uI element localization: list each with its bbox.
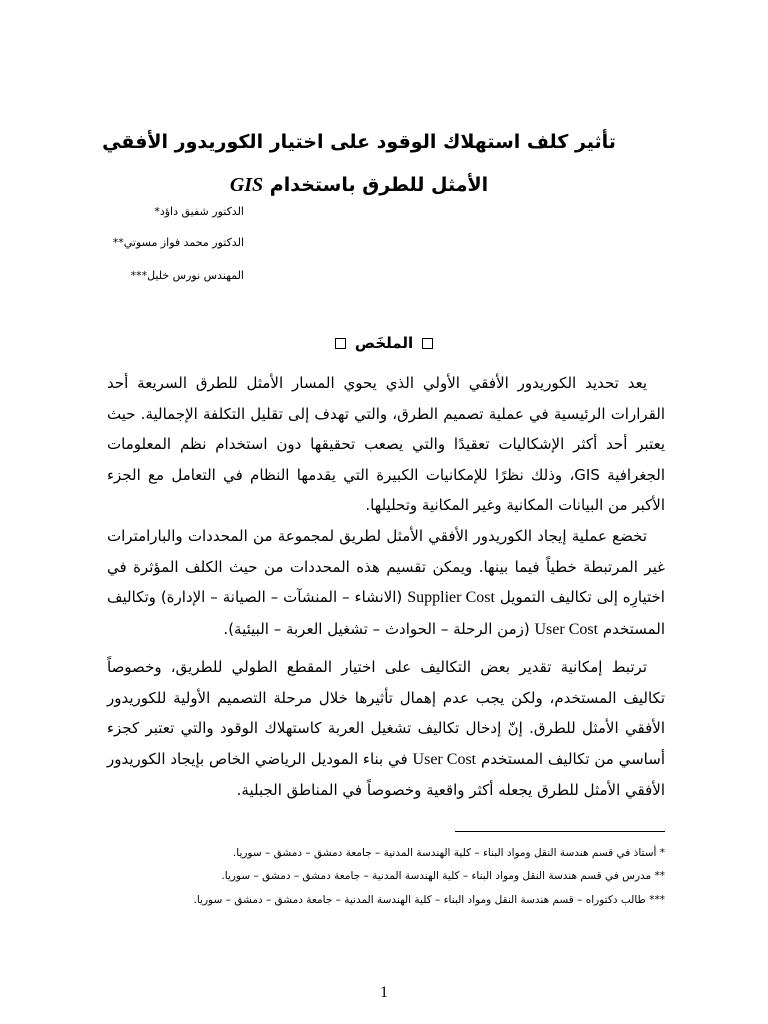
paper-title-line-1: تأثير كلف استهلاك الوقود على اختيار الكوريدور الأفقي: [102, 131, 616, 153]
paragraph-2-text-a: تخضع عملية إيجاد الكوريدور الأفقي الأمثل لطريق لمجموعة من المحددات والبارامترات غير المرتبطة خطياً فيما بينها. ويمكن تقسيم هذه المحددات من حيث الكلف المؤثرة في اختيارِه إلى تكاليف التمويل: [107, 527, 665, 606]
abstract-heading-label: الملخَص: [354, 334, 414, 352]
paragraph-2-text-b: (الانشاء – المنشآت – الصيانة – الإدارة) وتكاليف المستخدم: [107, 588, 665, 638]
author-3: المهندس نورس خليل***: [130, 269, 244, 282]
paragraph-3-text-b: في بناء الموديل الرياضي الخاص بإيجاد الكوريدور الأفقي الأمثل للطرق يجعله أكثر واقعية وخصوصاً في المناطق الجبلية.: [107, 749, 665, 799]
abstract-heading: [200, 332, 568, 354]
abstract-paragraph-2: [107, 521, 665, 645]
user-cost-term: User Cost: [412, 750, 477, 768]
footnote-3: *** طالب دكتوراه – قسم هندسة النقل ومواد البناء – كلية الهندسة المدنية – جامعة دمشق – دمشق – سوريا.: [193, 894, 665, 906]
author-2: الدكتور محمد فواز مسوتي**: [112, 236, 244, 249]
box-icon: [422, 338, 433, 349]
page-number: 1: [380, 984, 388, 1001]
title-line-2-arabic: الأمثل للطرق باستخدام: [269, 174, 489, 196]
paragraph-3-text-a: ترتبط إمكانية تقدير بعض التكاليف على اختيار المقطع الطولي للطريق، وخصوصاً تكاليف المستخدم، ولكن يجب عدم إهمال تأثيرها خلال مرحلة التصميم الأولية للكوريدور الأفقي الأمثل للطرق. إنّ إدخال تكاليف تشغيل العربة كاستهلاك الوقود والتي تعتبر كجزء أساسي من تكاليف المستخدم: [107, 658, 665, 768]
footnote-separator: [455, 831, 665, 832]
abstract-paragraph-3: [107, 652, 665, 806]
paragraph-2-text-c: (زمن الرحلة – الحوادث – تشغيل العربة – البيئية).: [223, 619, 530, 638]
supplier-cost-term: Supplier Cost: [407, 589, 495, 606]
footnote-1: * أستاذ في قسم هندسة النقل ومواد البناء – كلية الهندسة المدنية – جامعة دمشق – دمشق – سوريا.: [232, 847, 665, 859]
paper-title-line-2: [100, 172, 618, 198]
footnote-2: ** مدرس في قسم هندسة النقل ومواد البناء – كلية الهندسة المدنية – جامعة دمشق – دمشق – سوريا.: [221, 870, 665, 882]
title-gis-term: GIS: [229, 174, 264, 196]
box-icon: [335, 338, 346, 349]
abstract-paragraph-1: يعد تحديد الكوريدور الأفقي الأولي الذي يحوي المسار الأمثل للطرق السريعة أحد القرارات الرئيسية في عملية تصميم الطرق، والتي تهدف إلى تقليل التكلفة الإجمالية. حيث يعتبر أحد أكثر الإشكاليات تعقيدًا والتي يصعب تحقيقها دون استخدام نظم المعلومات الجغرافية GIS، وذلك نظرًا للإمكانيات الكبيرة التي يقدمها النظام في التعامل مع الجزء الأكبر من البيانات المكانية وغير المكانية وتحليلها.: [107, 374, 665, 514]
author-1: الدكتور شفيق داؤد*: [154, 205, 244, 218]
user-cost-term: User Cost: [534, 620, 599, 638]
